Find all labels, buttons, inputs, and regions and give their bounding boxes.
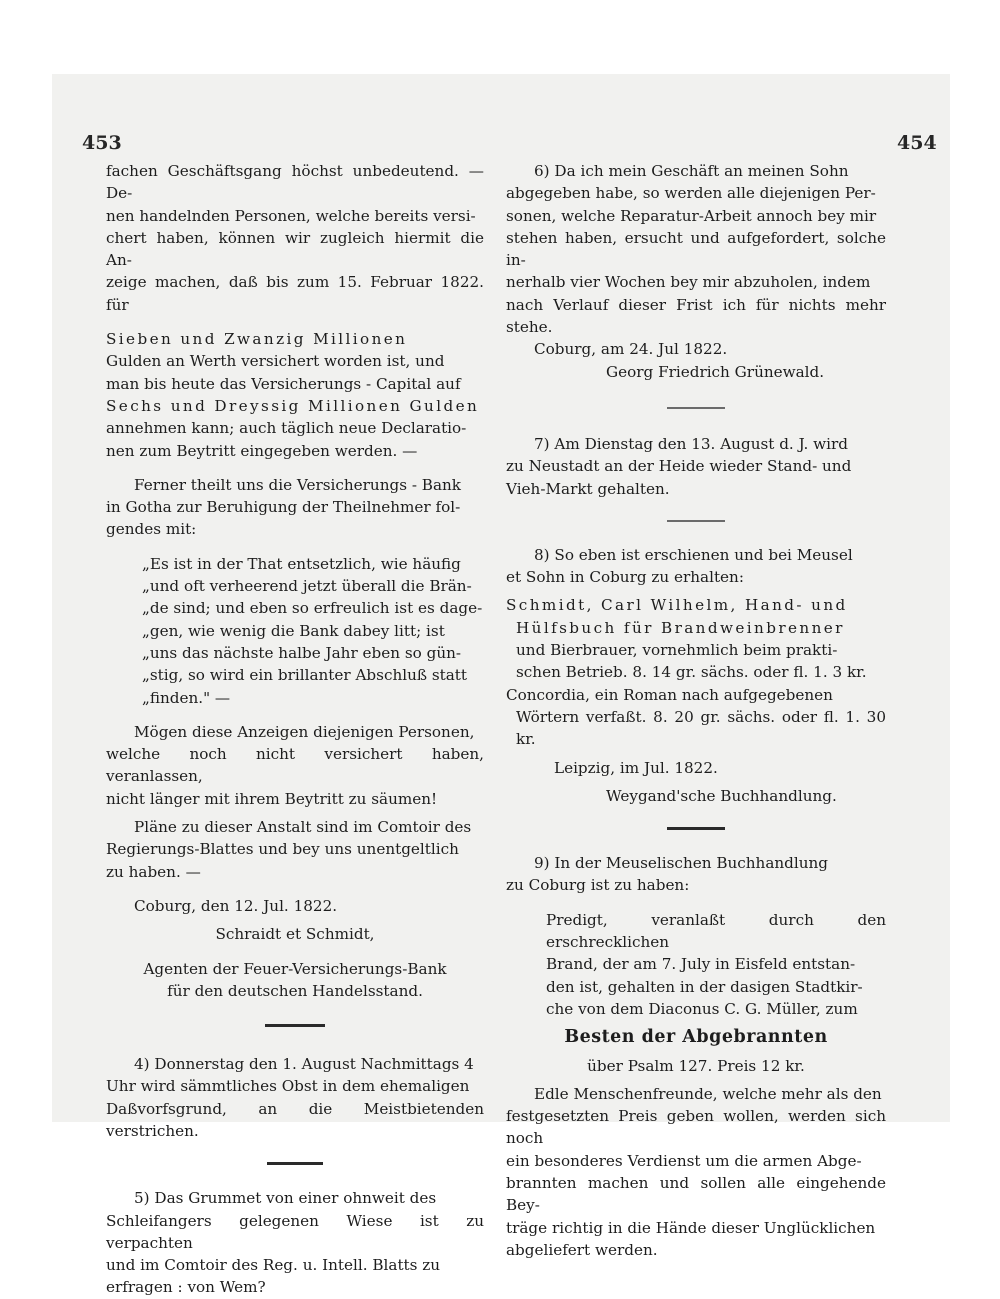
paragraph-plans [106, 816, 484, 883]
signature: Weygand'sche Buchhandlung. [606, 786, 837, 805]
notice-4 [106, 1053, 484, 1142]
text-line: Wörtern verfaßt. 8. 20 gr. sächs. oder fl. 1. 30 kr. [516, 707, 886, 749]
notice-6 [506, 160, 886, 338]
text-line: Predigt, veranlaßt durch den erschrecklichen [546, 910, 886, 952]
book-listing-1 [506, 594, 886, 683]
divider [265, 1024, 325, 1027]
text-line: Agenten der Feuer-Versicherungs-Bank [143, 959, 447, 978]
text-line: und im Comtoir des Reg. u. Intell. Blatts zu [106, 1256, 441, 1275]
text-line: nerhalb vier Wochen bey mir abzuholen, indem [506, 273, 871, 292]
text-line: abgeliefert werden. [506, 1240, 658, 1259]
signature: Georg Friedrich Grünewald. [606, 362, 825, 381]
text-line: Schmidt, Carl Wilhelm, Hand- und [506, 596, 848, 615]
text-line: 8) So eben ist erschienen und bei Meusel [534, 545, 853, 564]
divider [667, 520, 725, 522]
text-line: „finden." — [142, 688, 231, 707]
text-line: in Gotha zur Beruhigung der Theilnehmer fol- [106, 498, 461, 517]
text-line: für den deutschen Handelsstand. [167, 981, 423, 1000]
text-line: Hülfsbuch für Brandweinbrenner [516, 618, 845, 637]
text-line: Uhr wird sämmtliches Obst in dem ehemaligen [106, 1077, 470, 1096]
text-line: Concordia, ein Roman nach aufgegebenen [506, 685, 833, 704]
text-line: welche noch nicht versichert haben, veranlassen, [106, 745, 484, 786]
text-line: zu Coburg ist zu haben: [506, 876, 690, 895]
text-line: 4) Donnerstag den 1. August Nachmittags 4 [134, 1055, 474, 1074]
text-line: et Sohn in Coburg zu erhalten: [506, 568, 744, 587]
text-line: Brand, der am 7. July in Eisfeld entstan- [546, 955, 856, 974]
text-line: „gen, wie wenig die Bank dabey litt; ist [142, 621, 445, 640]
text-line: Edle Menschenfreunde, welche mehr als den [534, 1084, 882, 1103]
text-line: abgegeben habe, so werden alle diejenigen Per- [506, 184, 876, 203]
place-date: Leipzig, im Jul. 1822. [554, 758, 718, 777]
notice-9 [506, 852, 886, 897]
notice-8 [506, 544, 886, 589]
text-line: zeige machen, daß bis zum 15. Februar 1822. für [106, 273, 484, 314]
text-line: man bis heute das Versicherungs - Capital auf [106, 374, 461, 393]
paragraph-insurance-intro [106, 160, 484, 316]
divider [667, 407, 725, 409]
text-line: und Bierbrauer, vornehmlich beim prakti- [516, 641, 838, 660]
text-line: ein besonderes Verdienst um die armen Abge- [506, 1151, 862, 1170]
text-line: Ferner theilt uns die Versicherungs - Bank [134, 475, 461, 494]
text-line: Sieben und Zwanzig Millionen [106, 330, 408, 349]
text-line: gendes mit: [106, 520, 197, 539]
text-line: brannten machen und sollen alle eingehende Bey- [506, 1173, 886, 1215]
text-line: „und oft verheerend jetzt überall die Brän- [142, 577, 472, 596]
text-line: 5) Das Grummet von einer ohnweit des [134, 1189, 437, 1208]
scanned-page [52, 74, 950, 1297]
text-line: 6) Da ich mein Geschäft an meinen Sohn [534, 162, 849, 180]
signature: Schraidt et Schmidt, [215, 925, 375, 944]
text-line: den ist, gehalten in der dasigen Stadtkir- [546, 977, 863, 996]
text-line: fachen Geschäftsgang höchst unbedeutend. — De- [106, 162, 484, 203]
place-date: Coburg, am 24. Jul 1822. [534, 340, 728, 359]
text-line: zu Neustadt an der Heide wieder Stand- und [506, 457, 852, 476]
paragraph-insurance-sum [106, 328, 484, 462]
text-line: träge richtig in die Hände dieser Unglücklichen [506, 1218, 876, 1237]
text-line: festgesetzten Preis geben wollen, werden sich noch [506, 1107, 886, 1148]
text-line: sonen, welche Reparatur-Arbeit annoch bey mir [506, 206, 877, 225]
text-line: stehen haben, ersucht und aufgefordert, solche in- [506, 228, 886, 270]
right-column [506, 160, 886, 1261]
text-line: Mögen diese Anzeigen diejenigen Personen, [134, 722, 475, 741]
text-line: Pläne zu dieser Anstalt sind im Comtoir des [134, 818, 472, 837]
place-date: Coburg, den 12. Jul. 1822. [134, 896, 338, 915]
text-line: „Es ist in der That entsetzlich, wie häufig [142, 554, 461, 573]
text-line: Gulden an Werth versichert worden ist, und [106, 352, 445, 371]
text-line: schen Betrieb. 8. 14 gr. sächs. oder fl. 1. 3 kr. [516, 663, 867, 682]
left-column [106, 160, 484, 1299]
quotation-block [106, 553, 484, 709]
text-line: Vieh-Markt gehalten. [506, 479, 670, 498]
sermon-title: Besten der Abgebrannten [564, 1027, 828, 1048]
divider [267, 1162, 323, 1165]
book-listing-2 [506, 684, 886, 751]
agent-title [106, 958, 484, 1003]
page-number-left: 453 [82, 132, 122, 154]
text-line: Schleifangers gelegenen Wiese ist zu verpachten [106, 1211, 484, 1252]
text-line: erfragen : von Wem? [106, 1278, 266, 1297]
text-line: Sechs und Dreyssig Millionen Gulden [106, 396, 480, 415]
text-line: Daßvorfsgrund, an die Meistbietenden verstrichen. [106, 1099, 484, 1140]
divider [667, 827, 725, 830]
text-line: Regierungs-Blattes und bey uns unentgeltlich [106, 840, 459, 859]
text-line: „uns das nächste halbe Jahr eben so gün- [142, 643, 462, 662]
page-number-right: 454 [897, 132, 937, 154]
text-line: zu haben. — [106, 862, 201, 881]
text-line: nen handelnden Personen, welche bereits versi- [106, 206, 476, 225]
text-line: nen zum Beytritt eingegeben werden. — [106, 441, 418, 460]
text-line: „de sind; und eben so erfreulich ist es dage- [142, 599, 483, 618]
closing-appeal [506, 1083, 886, 1261]
notice-7 [506, 433, 886, 500]
text-line: che von dem Diaconus C. G. Müller, zum [546, 999, 858, 1018]
text-line: nicht länger mit ihrem Beytritt zu säumen! [106, 789, 438, 808]
paragraph-gotha [106, 474, 484, 541]
text-line: 9) In der Meuselischen Buchhandlung [534, 854, 829, 873]
text-line: chert haben, können wir zugleich hiermit die An- [106, 228, 484, 270]
sermon-description [506, 909, 886, 1020]
text-line: 7) Am Dienstag den 13. August d. J. wird [534, 434, 848, 453]
notice-5 [106, 1187, 484, 1298]
paragraph-appeal [106, 721, 484, 810]
text-line: nach Verlauf dieser Frist ich für nichts mehr stehe. [506, 295, 886, 337]
sermon-price: über Psalm 127. Preis 12 kr. [587, 1056, 805, 1075]
text-line: annehmen kann; auch täglich neue Declaratio- [106, 419, 467, 438]
text-line: „stig, so wird ein brillanter Abschluß statt [142, 666, 467, 685]
